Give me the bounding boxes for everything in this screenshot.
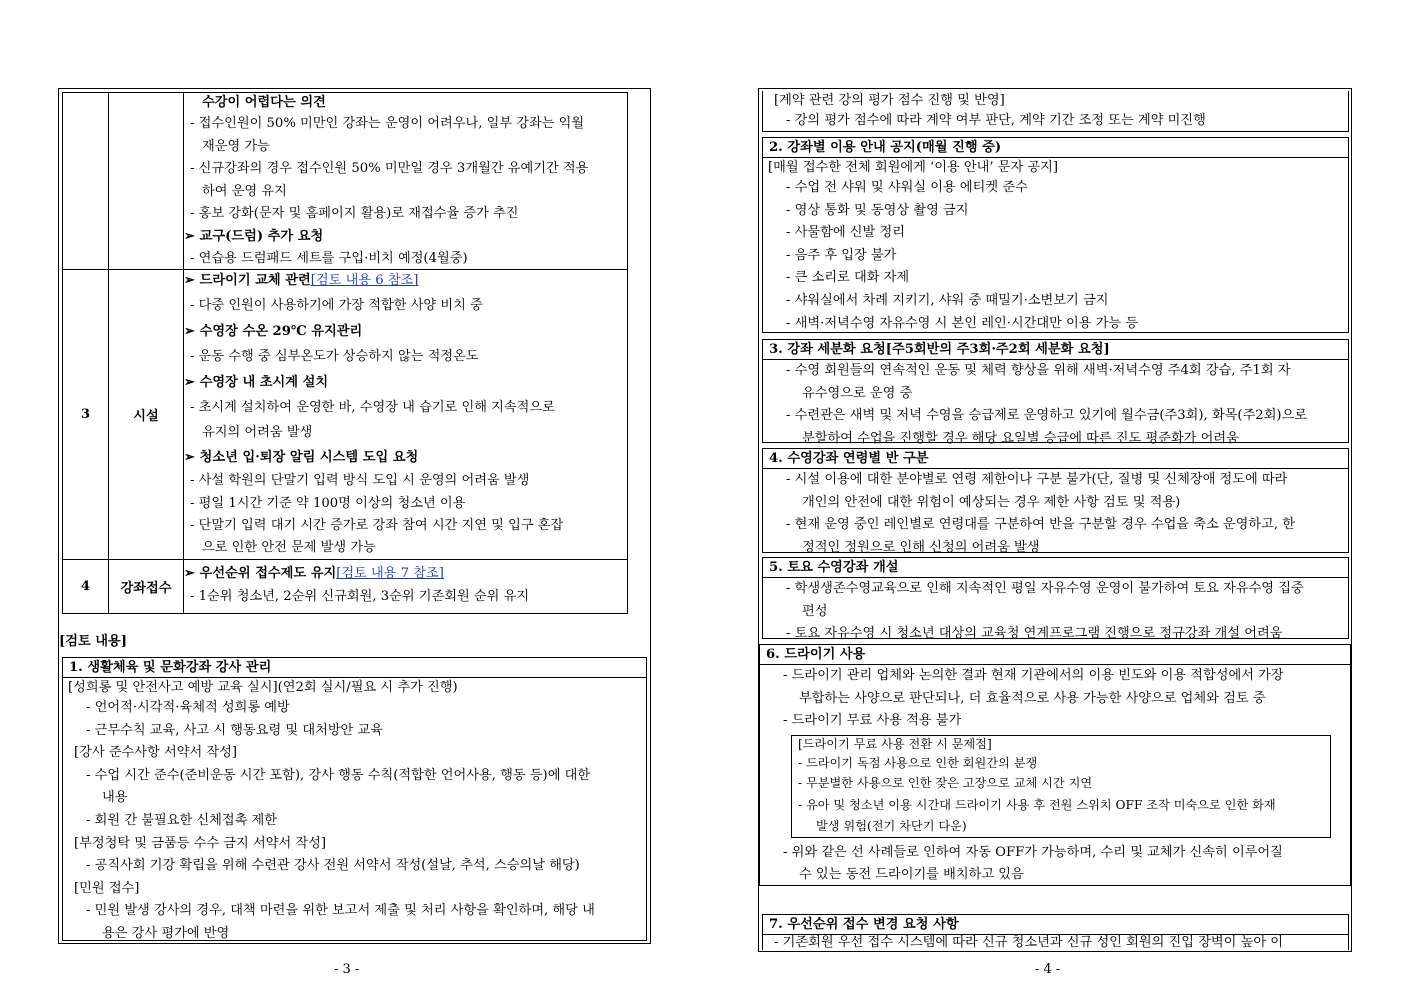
review-heading: [검토 내용]: [59, 634, 128, 649]
section-box: [762, 339, 1349, 446]
list-item: - 현재 운영 중인 레인별로 연령대를 구분하여 반을 구분할 경우 수업을 축소 운영하고, 한: [786, 517, 1296, 533]
list-item: - 새벽·저녁수영 자유수영 시 본인 레인·시간대만 이용 가능 등: [786, 315, 1139, 331]
list-item: 수 있는 동전 드라이기를 배치하고 있음: [799, 867, 1024, 883]
item-heading: ➢ 청소년 입·퇴장 알림 시스템 도입 요청: [184, 449, 419, 465]
table-row: [63, 93, 628, 270]
list-item: 내용: [102, 790, 128, 806]
item-heading-text: ➢ 우선순위 접수제도 유지: [184, 566, 337, 582]
section-title: 7. 우선순위 접수 변경 요청 사항: [763, 915, 1348, 935]
list-item: 재운영 가능: [202, 138, 270, 154]
section-box: [762, 448, 1349, 553]
section-box: [762, 557, 1349, 642]
list-item: - 공직사회 기강 확립을 위해 수련관 강사 전원 서약서 작성(설날, 추석, 스승의날 해당): [86, 858, 580, 874]
item-heading: ➢ 수영장 내 초시계 설치: [184, 374, 329, 390]
list-item: 정적인 정원으로 인해 신청의 어려움 발생: [802, 539, 1040, 555]
list-item: 개인의 안전에 대한 위험이 예상되는 경우 제한 사항 검토 및 적용): [802, 494, 1181, 510]
list-item: [드라이기 무료 사용 전환 시 문제점]: [798, 736, 992, 751]
list-item: - 1순위 청소년, 2순위 신규회원, 3순위 기존회원 순위 유지: [190, 589, 530, 605]
item-heading: [184, 563, 627, 586]
table-row: [63, 559, 628, 613]
list-item: - 드라이기 무료 사용 적용 불가: [783, 713, 962, 729]
list-item: - 토요 자유수영 시 청소년 대상의 교육청 연계프로그램 진행으로 정규강좌 개설 어려움: [786, 626, 1283, 642]
page-number-3: - 3 -: [334, 962, 360, 977]
list-item: - 무분별한 사용으로 인한 잦은 고장으로 교체 시간 지연: [798, 775, 1093, 790]
row-number: 4: [63, 559, 109, 613]
section-title: 3. 강좌 세분화 요청[주5회반의 주3회·주2회 세분화 요청]: [763, 340, 1348, 360]
list-item: - 시설 이용에 대한 분야별로 연령 제한이나 구분 불가(단, 질병 및 신체장애 정도에 따라: [786, 472, 1288, 487]
row-content: [184, 269, 628, 559]
reference-link[interactable]: [검토 내용 6 참조]: [310, 273, 419, 289]
list-item: 유지의 어려움 발생: [202, 424, 313, 440]
list-item: - 수영 회원들의 연속적인 운동 및 체력 향상을 위해 새벽·저녁수영 주4회 강습, 주1회 자: [786, 363, 1291, 378]
list-item: - 민원 발생 강사의 경우, 대책 마련을 위한 보고서 제출 및 처리 사항을 확인하며, 해당 내: [86, 903, 595, 919]
list-item: 하여 운영 유지: [202, 183, 287, 199]
list-item: - 사물함에 신발 정리: [786, 225, 905, 241]
list-item: - 평일 1시간 기준 약 100명 이상의 청소년 이용: [190, 495, 466, 511]
list-item: 편성: [802, 603, 828, 619]
list-item: - 근무수칙 교육, 사고 시 행동요령 및 대처방안 교육: [86, 722, 383, 738]
section-title: 5. 토요 수영강좌 개설: [763, 558, 1348, 578]
list-item: [성희롱 및 안전사고 예방 교육 실시](연2회 실시/필요 시 추가 진행): [68, 680, 458, 695]
row-number: 3: [63, 269, 109, 559]
list-item: - 단말기 입력 대기 시간 증가로 강좌 참여 시간 지연 및 입구 혼잡: [190, 518, 564, 534]
section-box: [762, 91, 1349, 132]
row-category: 시설: [109, 269, 184, 559]
list-item: - 회원 간 불필요한 신체접촉 제한: [86, 812, 278, 828]
list-item: - 수업 시간 준수(준비운동 시간 포함), 강사 행동 수칙(적합한 언어사용, 행동 등)에 대한: [86, 767, 591, 783]
section-title: 1. 생활체육 및 문화강좌 강사 관리: [63, 658, 646, 678]
list-item: 부합하는 사양으로 판단되나, 더 효율적으로 사용 가능한 사양으로 업체와 검토 중: [799, 690, 1266, 706]
list-item: - 초시계 설치하여 운영한 바, 수영장 내 습기로 인해 지속적으로: [190, 399, 555, 415]
list-item: - 유아 및 청소년 이용 시간대 드라이기 사용 후 전원 스위치 OFF 조작 미숙으로 인한 화재: [798, 797, 1276, 812]
list-item: 발생 위험(전기 차단기 다운): [816, 818, 967, 833]
section-box: [759, 644, 1351, 886]
list-item: - 위와 같은 선 사례들로 인하여 자동 OFF가 가능하며, 수리 및 교체가 신속히 이루어질: [783, 844, 1283, 860]
item-heading: ➢ 수영장 수온 29℃ 유지관리: [184, 323, 363, 339]
list-item: - 강의 평가 점수에 따라 계약 여부 판단, 계약 기간 조정 또는 계약 미진행: [786, 113, 1206, 128]
problem-box: [791, 735, 1331, 838]
list-item: - 드라이기 관리 업체와 논의한 결과 현재 기관에서의 이용 빈도와 이용 적합성에서 가장: [783, 668, 1284, 683]
list-item: - 운동 수행 중 심부온도가 상승하지 않는 적정온도: [190, 348, 479, 364]
list-item: - 수업 전 샤워 및 샤워실 이용 에티켓 준수: [786, 180, 1028, 195]
list-item: [민원 접수]: [74, 880, 140, 896]
list-item: - 사설 학원의 단말기 입력 방식 도입 시 운영의 어려움 발생: [190, 472, 530, 488]
list-item: - 연습용 드럼패드 세트를 구입·비치 예정(4월중): [190, 250, 468, 266]
list-item: 으로 인한 안전 문제 발생 가능: [202, 539, 376, 555]
page-number-4: - 4 -: [1035, 962, 1061, 977]
list-item: [매월 접수한 전체 회원에게 ‘이용 안내’ 문자 공지]: [768, 160, 1059, 175]
list-item: - 언어적·시각적·육체적 성희롱 예방: [86, 700, 290, 715]
section-box: [62, 657, 647, 941]
item-heading: [184, 270, 627, 293]
reference-link[interactable]: [검토 내용 7 참조]: [336, 566, 444, 582]
list-item: [계약 관련 강의 평가 점수 진행 및 반영]: [774, 93, 1005, 108]
list-item: - 샤워실에서 차례 지키기, 샤워 중 때밀기·소변보기 금지: [786, 292, 1109, 308]
list-item: 분할하여 수업을 진행할 경우 해당 요일별 승급에 따른 진도 평준화가 어려움: [802, 430, 1239, 446]
row-category: 강좌접수: [109, 559, 184, 613]
row-content: [184, 93, 628, 270]
list-item: - 기존회원 우선 접수 시스템에 따라 신규 청소년과 신규 성인 회원의 진입 장벽이 높아 이: [774, 935, 1284, 950]
list-item: - 접수인원이 50% 미만인 강좌는 운영이 어려우나, 일부 강좌는 익월: [190, 116, 585, 131]
list-item: - 큰 소리로 대화 자제: [786, 270, 910, 286]
row-number: [63, 93, 109, 270]
page-3: [58, 88, 651, 944]
section-title: 6. 드라이기 사용: [760, 645, 1350, 665]
row-content: [184, 559, 628, 613]
list-item: [부정청탁 및 금품등 수수 금지 서약서 작성]: [74, 835, 327, 851]
list-item: 용은 강사 평가에 반영: [102, 925, 230, 941]
section-title: 4. 수영강좌 연령별 반 구분: [763, 449, 1348, 469]
section-box: [762, 914, 1349, 950]
list-item: - 홍보 강화(문자 및 홈페이지 활용)로 재접수율 증가 추진: [190, 206, 519, 222]
list-item: - 수련관은 새벽 및 저녁 수영을 승급제로 운영하고 있기에 월수금(주3회), 화목(주2회)으로: [786, 408, 1308, 424]
row-category: [109, 93, 184, 270]
list-item: 유수영으로 운영 중: [802, 385, 913, 401]
list-item: - 음주 후 입장 불가: [786, 247, 897, 263]
item-heading-text: ➢ 드라이기 교체 관련: [184, 273, 311, 289]
list-item: [강사 준수사항 서약서 작성]: [74, 745, 237, 761]
heading-text: 수강이 어렵다는 의견: [202, 95, 326, 110]
item-heading: ➢ 교구(드럼) 추가 요청: [184, 228, 324, 244]
facility-table: [62, 92, 628, 614]
section-box: [762, 137, 1349, 333]
list-item: - 영상 통화 및 동영상 촬영 금지: [786, 202, 969, 218]
list-item: - 드라이기 독점 사용으로 인한 회원간의 분쟁: [798, 755, 1038, 770]
list-item: - 학생생존수영교육으로 인해 지속적인 평일 자유수영 운영이 불가하여 토요 자유수영 집중: [786, 581, 1304, 596]
list-item: - 다중 인원이 사용하기에 가장 적합한 사양 비치 중: [190, 297, 483, 313]
page-4: [758, 88, 1352, 952]
list-item: - 신규강좌의 경우 접수인원 50% 미만일 경우 3개월간 유예기간 적용: [190, 161, 589, 177]
table-row: [63, 269, 628, 559]
section-title: 2. 강좌별 이용 안내 공지(매월 진행 중): [763, 138, 1348, 158]
